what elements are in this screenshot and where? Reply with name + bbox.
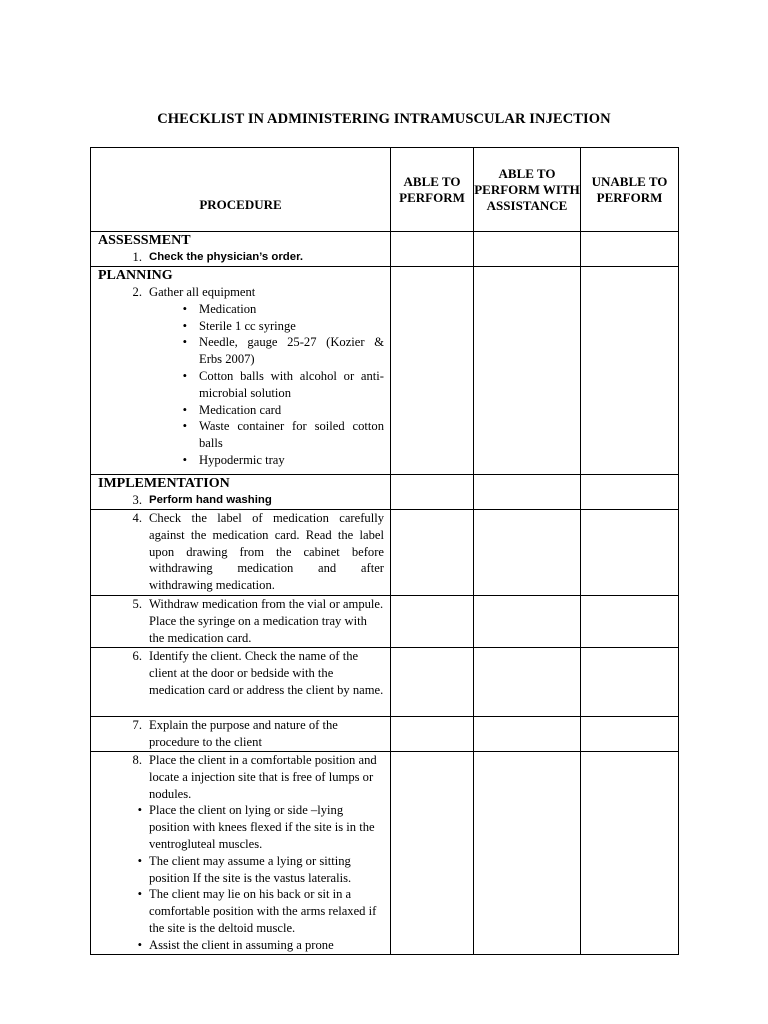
list-item: • Medication	[97, 301, 384, 318]
step-text: Explain the purpose and nature of the procedure to the client	[149, 718, 338, 749]
able-column-header: ABLE TO PERFORM	[391, 148, 474, 232]
list-item: • Place the client on lying or side –lying position with knees flexed if the site is in the ventrogluteal muscles.	[97, 802, 384, 852]
able-cell[interactable]	[391, 596, 474, 648]
with-assistance-cell[interactable]	[474, 648, 581, 717]
table-row-step-8	[91, 752, 679, 955]
with-assistance-cell[interactable]	[474, 752, 581, 955]
step-4	[97, 510, 384, 594]
step-text: Identify the client. Check the name of the client at the door or bedside with the medication card or address the client by name.	[149, 649, 384, 697]
table-row-step-6	[91, 648, 679, 717]
step-text: Perform hand washing	[149, 494, 272, 506]
step-2	[97, 284, 384, 301]
step-text: Check the physician’s order.	[149, 251, 304, 263]
list-item: • Cotton balls with alcohol or anti-microbial solution	[97, 368, 384, 402]
step-7	[97, 717, 384, 751]
bullet-icon: •	[182, 402, 187, 417]
bullet-icon: •	[182, 318, 187, 333]
step-text: Place the client in a comfortable position and locate a injection site that is free of lumps or nodules.	[149, 753, 377, 801]
unable-cell[interactable]	[581, 475, 679, 510]
unable-cell[interactable]	[581, 596, 679, 648]
header-row	[91, 148, 679, 232]
step-number: 5.	[132, 597, 142, 611]
bullet-icon: •	[137, 853, 142, 868]
list-item: • Hypodermic tray	[97, 452, 384, 469]
unable-column-header: UNABLE TO PERFORM	[581, 148, 679, 232]
step-number: 4.	[132, 511, 142, 525]
list-item: • Waste container for soiled cotton balls	[97, 418, 384, 452]
with-assistance-cell[interactable]	[474, 717, 581, 752]
list-item: • Medication card	[97, 402, 384, 419]
step-number: 1.	[132, 250, 142, 264]
step-number: 8.	[132, 753, 142, 767]
checklist-table	[90, 147, 679, 955]
bullet-icon: •	[182, 368, 187, 383]
step-text: Withdraw medication from the vial or ampule. Place the syringe on a medication tray with the medication card.	[149, 597, 384, 645]
step-3	[97, 492, 384, 509]
step-text: Gather all equipment	[149, 285, 256, 299]
step-8	[97, 752, 384, 802]
with-assistance-column-header: ABLE TO PERFORM WITH ASSISTANCE	[474, 148, 581, 232]
able-cell[interactable]	[391, 232, 474, 267]
with-assistance-cell[interactable]	[474, 232, 581, 267]
list-item: • The client may assume a lying or sitting position If the site is the vastus lateralis.	[97, 853, 384, 887]
procedure-column-header: PROCEDURE	[91, 148, 391, 232]
able-cell[interactable]	[391, 717, 474, 752]
unable-cell[interactable]	[581, 510, 679, 596]
positioning-list	[97, 802, 384, 953]
bullet-icon: •	[137, 887, 142, 902]
step-5	[97, 596, 384, 646]
with-assistance-cell[interactable]	[474, 596, 581, 648]
unable-cell[interactable]	[581, 717, 679, 752]
table-row-step-4	[91, 510, 679, 596]
with-assistance-cell[interactable]	[474, 510, 581, 596]
unable-cell[interactable]	[581, 648, 679, 717]
unable-cell[interactable]	[581, 267, 679, 475]
bullet-icon: •	[182, 419, 187, 434]
bullet-icon: •	[137, 803, 142, 818]
table-row-step-7	[91, 717, 679, 752]
unable-cell[interactable]	[581, 232, 679, 267]
able-cell[interactable]	[391, 510, 474, 596]
section-heading-planning: PLANNING	[98, 268, 173, 283]
document-title: CHECKLIST IN ADMINISTERING INTRAMUSCULAR INJECTION	[157, 111, 611, 127]
step-number: 7.	[132, 718, 142, 732]
step-text: Check the label of medication carefully against the medication card. Read the label upon drawing from the cabinet before withdrawing medication and after withdrawing medication.	[149, 511, 384, 593]
equipment-list	[97, 301, 384, 469]
able-cell[interactable]	[391, 267, 474, 475]
list-item: • Sterile 1 cc syringe	[97, 318, 384, 335]
able-cell[interactable]	[391, 648, 474, 717]
step-1	[97, 249, 384, 266]
bullet-icon: •	[182, 452, 187, 467]
bullet-icon: •	[182, 301, 187, 316]
step-number: 6.	[132, 649, 142, 663]
list-item: • Needle, gauge 25-27 (Kozier & Erbs 2007)	[97, 334, 384, 368]
with-assistance-cell[interactable]	[474, 267, 581, 475]
table-row-planning	[91, 267, 679, 475]
able-cell[interactable]	[391, 752, 474, 955]
unable-cell[interactable]	[581, 752, 679, 955]
bullet-icon: •	[182, 335, 187, 350]
list-item: • Assist the client in assuming a prone	[97, 937, 384, 954]
table-row-implementation	[91, 475, 679, 510]
step-6	[97, 648, 384, 698]
section-heading-implementation: IMPLEMENTATION	[98, 476, 230, 491]
able-cell[interactable]	[391, 475, 474, 510]
step-number: 2.	[132, 285, 142, 299]
table-row-step-5	[91, 596, 679, 648]
list-item: • The client may lie on his back or sit in a comfortable position with the arms relaxed if the site is the deltoid muscle.	[97, 886, 384, 936]
section-heading-assessment: ASSESSMENT	[98, 233, 191, 248]
table-row-assessment	[91, 232, 679, 267]
bullet-icon: •	[137, 937, 142, 952]
step-number: 3.	[132, 493, 142, 507]
with-assistance-cell[interactable]	[474, 475, 581, 510]
